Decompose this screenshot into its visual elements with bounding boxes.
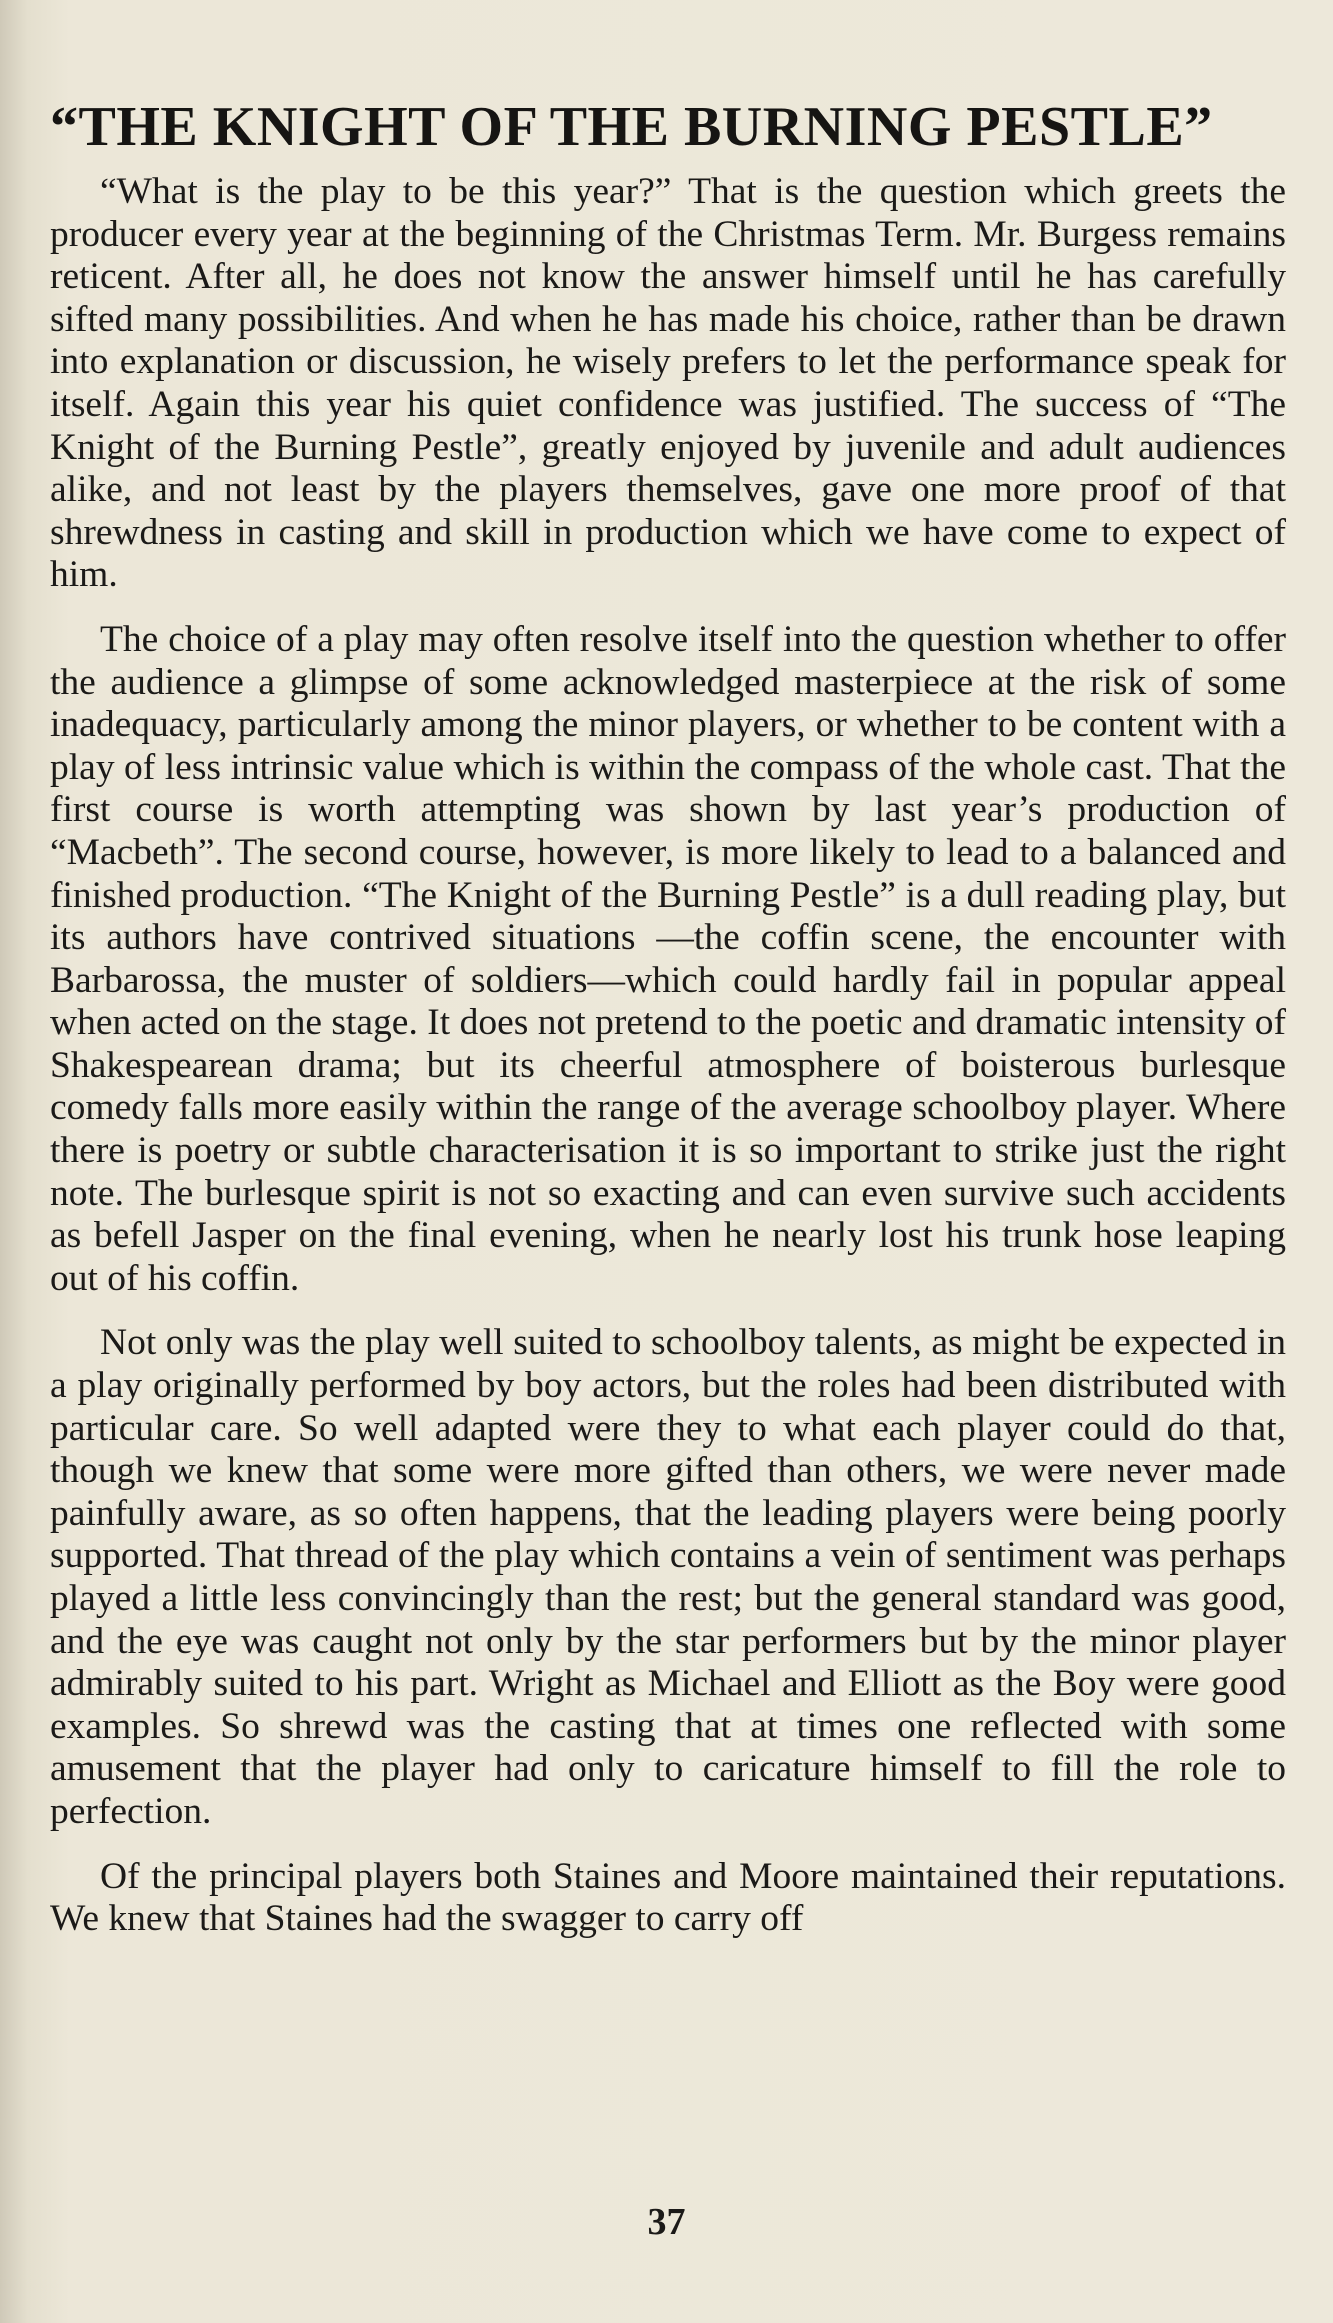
article-title: “THE KNIGHT OF THE BURNING PESTLE” (50, 96, 1213, 158)
paragraph: The choice of a play may often resolve itself into the question whether to offer the audience a glimpse of some acknowledged masterpiece at the risk of some inadequacy, particularly among the minor players, or whether to be content with a play of less intrinsic value which is within the compass of the whole cast. That the first course is worth attempting was shown by last year’s production of “Macbeth”. The second course, however, is more likely to lead to a balanced and finished production. “The Knight of the Burning Pestle” is a dull reading play, but its authors have contrived situations —the coffin scene, the encounter with Barbarossa, the muster of soldiers—which could hardly fail in popular appeal when acted on the stage. It does not pretend to the poetic and dramatic intensity of Shakespearean drama; but its cheerful atmosphere of boisterous burlesque comedy falls more easily within the range of the average schoolboy player. Where there is poetry or subtle characterisation it is so important to strike just the right note. The burlesque spirit is not so exacting and can even survive such accidents as befell Jasper on the final evening, when he nearly lost his trunk hose leaping out of his coffin. (50, 618, 1286, 1299)
paragraph: Not only was the play well suited to schoolboy talents, as might be expected in a play originally performed by boy actors, but the roles had been distributed with particular care. So well adapted were they to what each player could do that, though we knew that some were more gifted than others, we were never made painfully aware, as so often happens, that the leading players were being poorly supported. That thread of the play which contains a vein of sentiment was perhaps played a little less convincingly than the rest; but the general standard was good, and the eye was caught not only by the star performers but by the minor player admirably suited to his part. Wright as Michael and Elliott as the Boy were good examples. So shrewd was the casting that at times one reflected with some amusement that the player had only to caricature himself to fill the role to perfection. (50, 1322, 1286, 1832)
paragraph: Of the principal players both Staines and Moore maintained their reputations. We knew that Staines had the swagger to carry off (50, 1855, 1286, 1940)
paragraph: “What is the play to be this year?” That is the question which greets the producer every year at the beginning of the Christmas Term. Mr. Burgess remains reticent. After all, he does not know the answer himself until he has carefully sifted many possibilities. And when he has made his choice, rather than be drawn into explanation or discussion, he wisely prefers to let the performance speak for itself. Again this year his quiet confidence was justified. The success of “The Knight of the Burning Pestle”, greatly enjoyed by juvenile and adult audiences alike, and not least by the players themselves, gave one more proof of that shrewdness in casting and skill in production which we have come to expect of him. (50, 171, 1286, 596)
page-number: 37 (647, 2201, 686, 2243)
article (50, 95, 1286, 1941)
